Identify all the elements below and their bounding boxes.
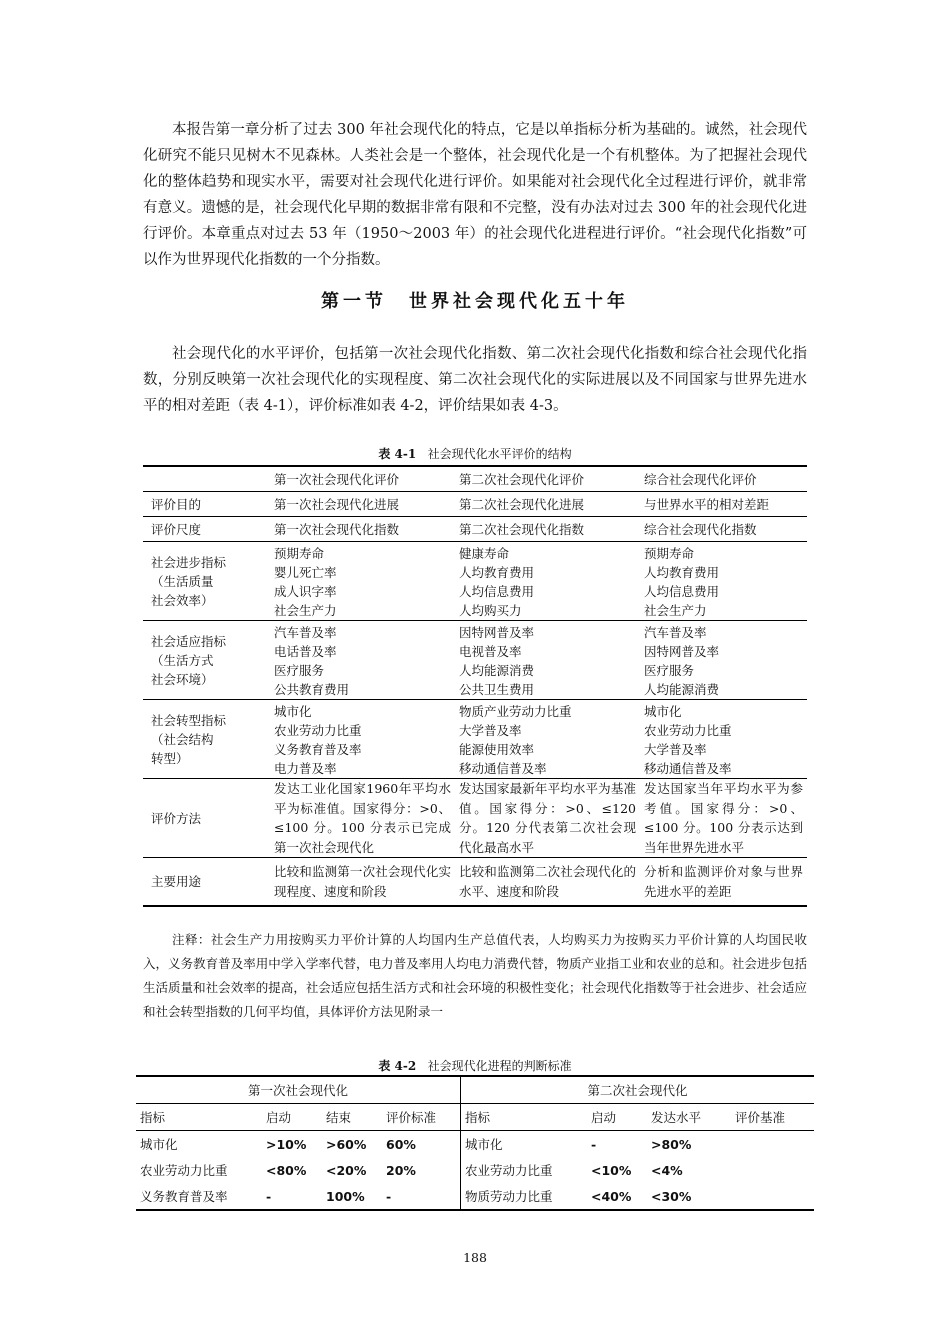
section-title: 第一节 世界社会现代化五十年 — [321, 291, 629, 312]
header-cell: 指标 — [136, 1104, 262, 1131]
header-blank — [143, 466, 270, 492]
table-row — [136, 1183, 814, 1210]
table-cell: <80% — [266, 1162, 307, 1178]
header-cell: 综合社会现代化评价 — [640, 466, 807, 492]
table-cell: 20% — [382, 1157, 461, 1183]
table-cell: 第二次社会现代化指数 — [455, 517, 640, 542]
table-cell: 城市化 农业劳动力比重 大学普及率 移动通信普及率 — [640, 700, 807, 779]
caption-title: 社会现代化进程的判断标准 — [427, 1059, 572, 1073]
body-paragraph: 社会现代化的水平评价，包括第一次社会现代化指数、第二次社会现代化指数和综合社会现代化指数，分别反映第一次社会现代化的实现程度、第二次社会现代化的实际进展以及不同国家与世界先进水平的相对差距（表 4-1），评价标准如表 4-2，评价结果如表 4-3。 — [143, 346, 807, 414]
table-cell: <4% — [651, 1162, 683, 1178]
table-row — [136, 1131, 814, 1158]
table-cell: 发达国家最新年平均水平为基准值。国家得分：>0、≤120 分。120 分代表第二次社会现代化最高水平 — [455, 779, 640, 858]
table-cell: 综合社会现代化指数 — [640, 517, 807, 542]
table-row — [143, 858, 807, 907]
table-cell: 分析和监测评价对象与世界先进水平的差距 — [640, 858, 807, 907]
table-cell — [731, 1157, 814, 1183]
table-cell: <30% — [647, 1183, 731, 1210]
table-cell: 预期寿命 人均教育费用 人均信息费用 社会生产力 — [640, 542, 807, 621]
table-cell: 第二次社会现代化进展 — [455, 492, 640, 517]
table-cell: <10% — [591, 1162, 632, 1178]
group-header-row — [136, 1076, 814, 1104]
row-label: 社会进步指标 （生活质量 社会效率） — [143, 542, 270, 621]
table-row — [143, 700, 807, 779]
table-cell: <20% — [326, 1162, 367, 1178]
header-cell: 发达水平 — [647, 1104, 731, 1131]
table-cell: >10% — [266, 1136, 307, 1152]
caption-number: 表 4-1 — [378, 447, 417, 461]
table-cell: >60% — [326, 1136, 367, 1152]
table-4-2-caption — [0, 1057, 950, 1074]
table-cell: 物质产业劳动力比重 大学普及率 能源使用效率 移动通信普及率 — [455, 700, 640, 779]
table-4-1-caption — [0, 445, 950, 462]
header-cell: 第二次社会现代化评价 — [455, 466, 640, 492]
table-cell: <40% — [587, 1183, 647, 1210]
table-cell: 农业劳动力比重 — [465, 1163, 553, 1178]
table-cell: 第一次社会现代化指数 — [270, 517, 455, 542]
table-cell: 因特网普及率 电视普及率 人均能源消费 公共卫生费用 — [455, 621, 640, 700]
table-cell: 健康寿命 人均教育费用 人均信息费用 人均购买力 — [455, 542, 640, 621]
table-cell: 比较和监测第二次社会现代化的水平、速度和阶段 — [455, 858, 640, 907]
row-label: 社会适应指标 （生活方式 社会环境） — [143, 621, 270, 700]
table-cell: 城市化 农业劳动力比重 义务教育普及率 电力普及率 — [270, 700, 455, 779]
table-cell: 汽车普及率 因特网普及率 医疗服务 人均能源消费 — [640, 621, 807, 700]
header-cell: 启动 — [262, 1104, 322, 1131]
table-cell: 农业劳动力比重 — [140, 1163, 228, 1178]
table-cell: 义务教育普及率 — [136, 1183, 262, 1210]
table-row — [143, 779, 807, 858]
caption-title: 社会现代化水平评价的结构 — [427, 447, 572, 461]
header-cell: 启动 — [587, 1104, 647, 1131]
table-cell: 与世界水平的相对差距 — [640, 492, 807, 517]
table-cell — [731, 1183, 814, 1210]
table-row — [143, 492, 807, 517]
table-cell: 60% — [382, 1131, 461, 1158]
caption-number: 表 4-2 — [378, 1059, 417, 1073]
table-cell: - — [591, 1136, 597, 1152]
table-row — [143, 517, 807, 542]
table-row — [143, 621, 807, 700]
column-header-row — [136, 1104, 814, 1131]
group-header: 第一次社会现代化 — [136, 1076, 461, 1104]
header-cell: 评价标准 — [382, 1104, 461, 1131]
table-cell: 比较和监测第一次社会现代化实现程度、速度和阶段 — [270, 858, 455, 907]
row-label: 评价方法 — [143, 779, 270, 858]
header-cell: 指标 — [461, 1104, 588, 1131]
page-number: 188 — [463, 1250, 487, 1265]
table-cell: 预期寿命 婴儿死亡率 成人识字率 社会生产力 — [270, 542, 455, 621]
table-cell — [731, 1131, 814, 1158]
row-label: 社会转型指标 （社会结构 转型） — [143, 700, 270, 779]
table-row — [136, 1157, 814, 1183]
group-header: 第二次社会现代化 — [461, 1076, 815, 1104]
table-cell: 100% — [322, 1183, 382, 1210]
intro-paragraph: 本报告第一章分析了过去 300 年社会现代化的特点，它是以单指标分析为基础的。诚然，社会现代化研究不能只见树木不见森林。人类社会是一个整体，社会现代化是一个有机整体。为了把握社会现代化的整体趋势和现实水平，需要对社会现代化进行评价。如果能对社会现代化全过程进行评价，就非常有意义。遗憾的是，社会现代化早期的数据非常有限和不完整，没有办法对过去 300 年的社会现代化进行评价。本章重点对过去 53 年（1950～2003 年）的社会现代化进程进行评价。“社会现代化指数”可以作为世界现代化指数的一个分指数。 — [143, 122, 807, 268]
table-4-2 — [136, 1075, 814, 1211]
table-cell: 发达工业化国家1960年平均水平为标准值。国家得分：>0、≤100 分。100 分表示已完成第一次社会现代化 — [270, 779, 455, 858]
row-label: 评价目的 — [143, 492, 270, 517]
table-cell: 汽车普及率 电话普及率 医疗服务 公共教育费用 — [270, 621, 455, 700]
table-row — [143, 542, 807, 621]
table-header-row — [143, 466, 807, 492]
table-cell: - — [262, 1183, 322, 1210]
table-cell: 城市化 — [465, 1137, 503, 1152]
header-cell: 结束 — [322, 1104, 382, 1131]
table-cell: 发达国家当年平均水平为参考值。国家得分：>0、≤100 分。100 分表示达到当年世界先进水平 — [640, 779, 807, 858]
table-4-1 — [143, 465, 807, 907]
table-cell: 城市化 — [140, 1137, 178, 1152]
row-label: 主要用途 — [143, 858, 270, 907]
table-cell: - — [382, 1183, 461, 1210]
row-label: 评价尺度 — [143, 517, 270, 542]
header-cell: 第一次社会现代化评价 — [270, 466, 455, 492]
table-cell: 物质劳动力比重 — [461, 1183, 588, 1210]
header-cell: 评价基准 — [731, 1104, 814, 1131]
table-cell: >80% — [651, 1136, 692, 1152]
table-note: 注释：社会生产力用按购买力平价计算的人均国内生产总值代表，人均购买力为按购买力平价计算的人均国民收入，义务教育普及率用中学入学率代替，电力普及率用人均电力消费代替，物质产业指工业和农业的总和。社会进步包括生活质量和社会效率的提高，社会适应包括生活方式和社会环境的积极性变化；社会现代化指数等于社会进步、社会适应和社会转型指数的几何平均值，具体评价方法见附录一 — [143, 932, 807, 1019]
table-cell: 第一次社会现代化进展 — [270, 492, 455, 517]
